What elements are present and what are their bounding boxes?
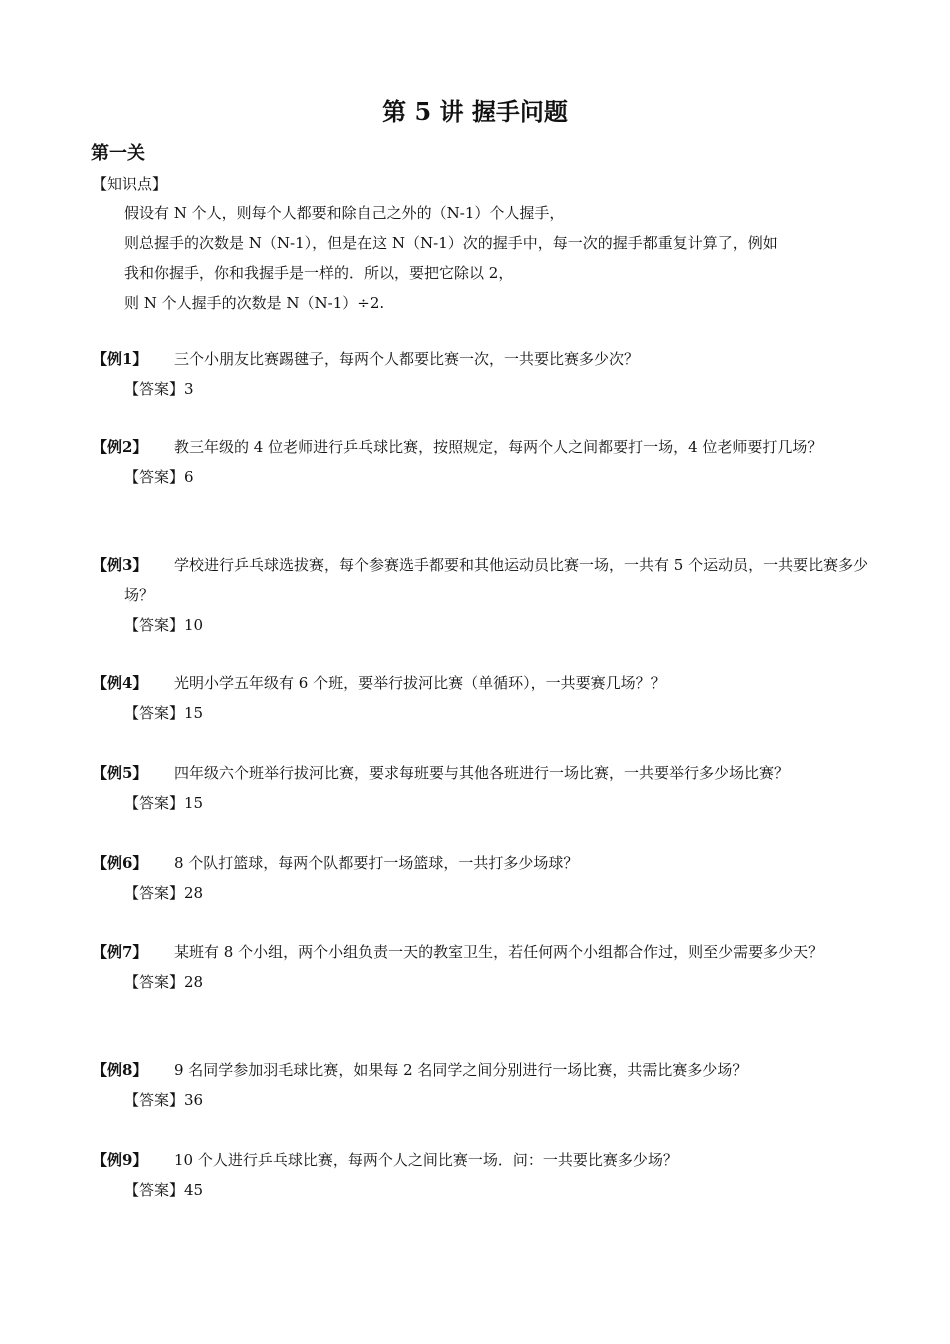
knowledge-line: 我和你握手，你和我握手是一样的．所以，要把它除以 2，	[124, 264, 514, 282]
example-label: 【例2】	[92, 438, 148, 456]
example-3	[92, 550, 872, 640]
example-9	[92, 1145, 872, 1205]
knowledge-line: 则总握手的次数是 N（N-1），但是在这 N（N-1）次的握手中，每一次的握手都重复计算了，例如	[124, 234, 778, 252]
example-question: 8 个队打篮球，每两个队都要打一场篮球，一共打多少场球？	[174, 854, 579, 872]
example-question: 某班有 8 个小组，两个小组负责一天的教室卫生，若任何两个小组都合作过，则至少需要多少天？	[174, 943, 824, 961]
example-label: 【例8】	[92, 1061, 148, 1079]
example-answer: 【答案】15	[124, 704, 204, 722]
example-answer: 【答案】3	[124, 380, 194, 398]
example-answer: 【答案】45	[124, 1181, 204, 1199]
example-label: 【例5】	[92, 764, 148, 782]
example-label: 【例3】	[92, 556, 148, 574]
example-question: 9 名同学参加羽毛球比赛，如果每 2 名同学之间分别进行一场比赛，共需比赛多少场？	[174, 1061, 748, 1079]
knowledge-line: 假设有 N 个人，则每个人都要和除自己之外的（N-1）个人握手，	[124, 204, 565, 222]
example-question: 四年级六个班举行拔河比赛，要求每班要与其他各班进行一场比赛，一共要举行多少场比赛？	[174, 764, 790, 782]
example-label: 【例1】	[92, 350, 148, 368]
example-answer: 【答案】28	[124, 973, 204, 991]
example-answer: 【答案】15	[124, 794, 204, 812]
example-question: 学校进行乒乓球选拔赛，每个参赛选手都要和其他运动员比赛一场，一共有 5 个运动员，一共要比赛多少场？	[124, 556, 869, 604]
example-question: 10 个人进行乒乓球比赛，每两个人之间比赛一场．问：一共要比赛多少场？	[174, 1151, 678, 1169]
example-label: 【例6】	[92, 854, 148, 872]
example-8	[92, 1055, 872, 1115]
example-answer: 【答案】28	[124, 884, 204, 902]
section-title: 第一关	[91, 143, 145, 164]
page-title: 第 5 讲 握手问题	[382, 97, 568, 126]
example-2	[92, 432, 872, 492]
example-answer: 【答案】10	[124, 616, 204, 634]
example-1	[92, 344, 872, 404]
example-7	[92, 937, 872, 997]
example-4	[92, 668, 872, 728]
knowledge-line: 则 N 个人握手的次数是 N（N-1）÷2.	[124, 294, 385, 312]
example-question: 光明小学五年级有 6 个班，要举行拔河比赛（单循环），一共要赛几场？？	[174, 674, 666, 692]
example-answer: 【答案】6	[124, 468, 194, 486]
example-label: 【例7】	[92, 943, 148, 961]
example-answer: 【答案】36	[124, 1091, 204, 1109]
example-6	[92, 848, 872, 908]
example-5	[92, 758, 872, 818]
knowledge-label: 【知识点】	[92, 175, 168, 193]
example-label: 【例9】	[92, 1151, 148, 1169]
example-label: 【例4】	[92, 674, 148, 692]
example-question: 教三年级的 4 位老师进行乒乓球比赛，按照规定，每两个人之间都要打一场，4 位老师要打几场？	[174, 438, 823, 456]
example-question: 三个小朋友比赛踢毽子，每两个人都要比赛一次，一共要比赛多少次？	[174, 350, 640, 368]
